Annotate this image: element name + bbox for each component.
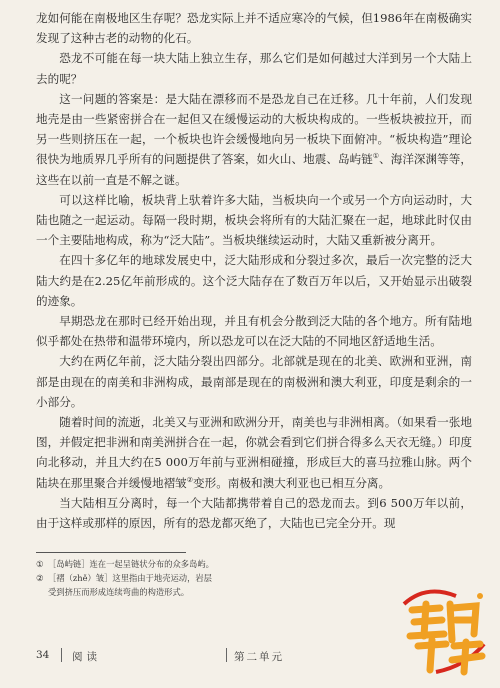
paragraph <box>36 89 472 190</box>
footnote-divider <box>36 552 186 553</box>
paragraph: 在四十多亿年的地球发展史中，泛大陆形成和分裂过多次，最后一次完整的泛大陆大约是在2.25亿年前形成的。这个泛大陆存在了数百万年以后，又开始显示出破裂的迹象。 <box>36 253 472 308</box>
footnote <box>36 571 336 599</box>
paragraph: 恐龙不可能在每一块大陆上独立生存，那么它们是如何越过大洋到另一个大陆上去的呢？ <box>36 51 472 86</box>
footnote-text-continued: 受到挤压而形成连续弯曲的构造形式。 <box>48 587 190 597</box>
paragraph: 早期恐龙在那时已经开始出现，并且有机会分散到泛大陆的各个地方。所有陆地似乎都处在热带和温带环境内，所以恐龙可以在泛大陆的不同地区舒适地生活。 <box>36 314 472 349</box>
unit-title: 第二单元 <box>234 651 284 663</box>
footnote-mark: ② <box>36 573 44 583</box>
footnote-ref: ① <box>372 152 380 161</box>
footer-divider <box>61 648 62 662</box>
paragraph: 可以这样比喻，板块背上驮着许多大陆，当板块向一个或另一个方向运动时，大陆也随之一起运动。每隔一段时期，板块会将所有的大陆汇聚在一起，地球此时仅由一个主要陆地构成，称为“泛大陆”。当板块继续运动时，大陆又重新被分离开。 <box>36 192 472 248</box>
footnotes <box>36 557 336 599</box>
paragraph: 大约在两亿年前，泛大陆分裂出四部分。北部就是现在的北美、欧洲和亚洲，南部是由现在的南美和非洲构成，最南部是现在的南极洲和澳大利亚，印度是剩余的一小部分。 <box>36 354 472 409</box>
paragraph-text: 随着时间的流逝，北美又与亚洲和欧洲分开，南美也与非洲相离。（如果看一张地图，并假定把非洲和南美洲拼合在一起，你就会看到它们拼合得多么天衣无缝。）印度向北移动，并且大约在5 000万年前与亚洲相碰撞，形成巨大的喜马拉雅山脉。两个陆块在那里聚合并缓慢地褶皱 <box>36 415 472 490</box>
paragraph: 当大陆相互分离时，每一个大陆都携带着自己的恐龙而去。到6 500万年以前，由于这样或那样的原因，所有的恐龙都灭绝了，大陆也已完全分开。现 <box>36 495 472 531</box>
paragraph-text: 、海洋深渊等等，这些在以前一直是不解之谜。 <box>36 152 472 187</box>
footnote-text: ［岛屿链］连在一起呈链状分布的众多岛屿。 <box>48 559 214 569</box>
footer-divider <box>226 648 227 662</box>
paragraph-text: 变形。南极和澳大利亚也已相互分离。 <box>193 475 391 490</box>
footnote-mark: ① <box>36 559 44 569</box>
paragraph-text: 这一问题的答案是：是大陆在漂移而不是恐龙自己在迁移。几十年前，人们发现地壳是由一些紧密拼合在一起但又在缓慢运动的大板块构成的。一些板块被拉开，而另一些则挤压在一起，一个板块也许会缓慢地向另一板块下面俯冲。“板块构造”理论很快为地质界几乎所有的问题提供了答案，如火山、地震、岛屿链 <box>36 91 472 167</box>
paragraph <box>36 412 472 493</box>
footnote <box>36 557 336 571</box>
footnote-ref: ② <box>186 475 194 484</box>
book-title: 阅读 <box>72 651 101 663</box>
page-body <box>36 8 472 533</box>
footnote-text: ［褶（zhě）皱］这里指由于地壳运动，岩层 <box>48 573 212 583</box>
paragraph: 龙如何能在南极地区生存呢？恐龙实际上并不适应寒冷的气候，但1986年在南极确实发现了这种古老的动物的化石。 <box>36 11 472 46</box>
page-number: 34 <box>36 649 50 661</box>
watermark-logo <box>396 574 492 684</box>
